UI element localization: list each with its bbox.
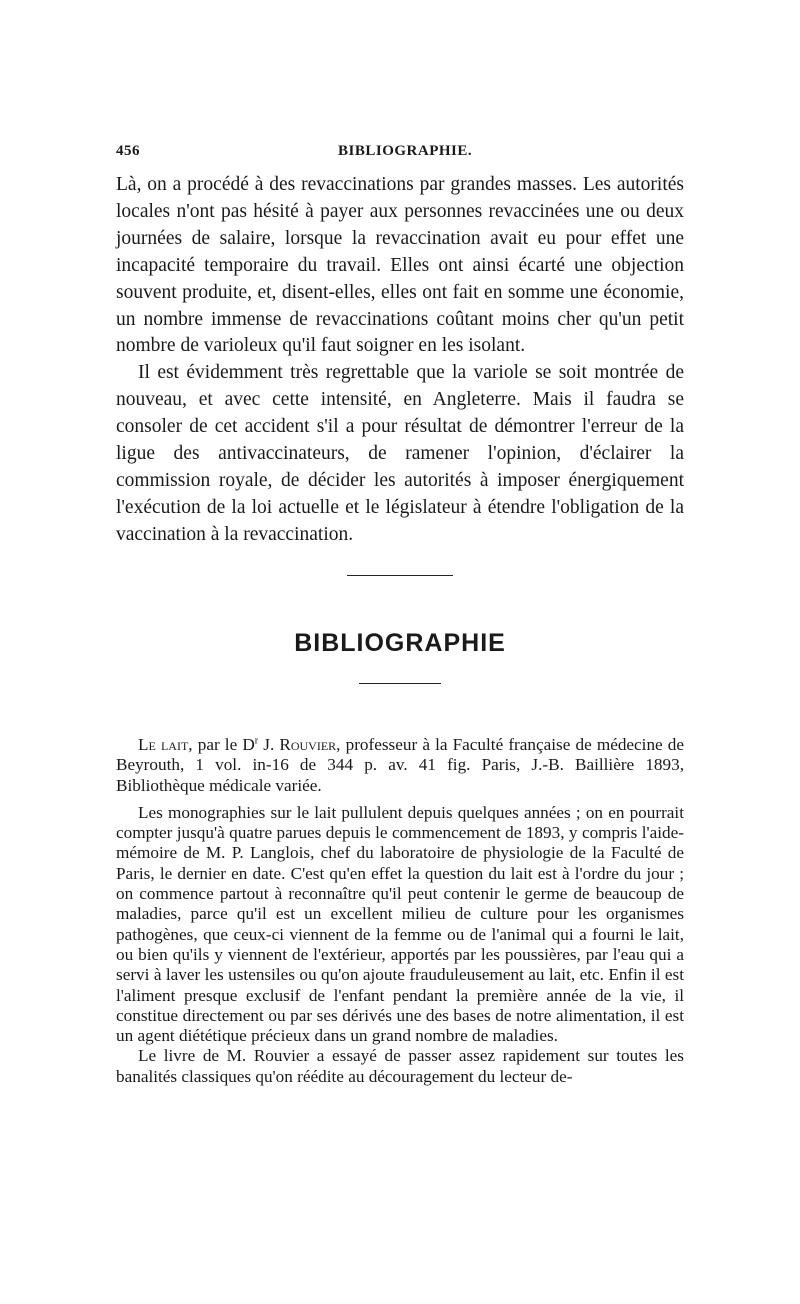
author-name: J. Rouvier — [263, 735, 337, 754]
citation-details: , professeur à la Faculté française de médecine de Beyrouth, 1 vol. in-16 de 344 p. av. 41 fig. Paris, J.-B. Baillière 1893, Bibliothèque médicale variée. — [116, 735, 685, 795]
review-paragraph: Les monographies sur le lait pullulent depuis quelques années ; on en pourrait compter jusqu'à quatre parues depuis le commencement de 1893, y compris l'aide-mémoire de M. P. Langlois, chef du laboratoire de physiologie de la Faculté de Paris, le dernier en date. C'est qu'en effet la question du lait est à l'ordre du jour ; on commence partout à reconnaître qu'il peut contenir le germe de beaucoup de maladies, parce qu'il est un excellent milieu de culture pour les organismes pathogènes, que ceux-ci viennent de la femme ou de l'animal qui a fourni le lait, ou bien qu'ils y viennent de l'extérieur, apportés par les poussières, par l'eau qui a servi à laver les ustensiles ou qu'on ajoute frauduleusement au lait, etc. Enfin il est l'aliment presque exclusif de l'enfant pendant la première année de la vie, il constitue directement ou par ses dérivés une des bases de notre alimentation, il est un agent diététique précieux dans un grand nombre de maladies. — [116, 802, 684, 1046]
article-body — [116, 172, 684, 549]
body-paragraph: Là, on a procédé à des revaccinations par grandes masses. Les autorités locales n'ont pas hésité à payer aux personnes revaccinées une ou deux journées de salaire, lorsque la revaccination avait eu pour effet une incapacité temporaire du travail. Elles ont ainsi écarté une objection souvent produite, et, disent-elles, elles ont fait en somme une économie, un nombre immense de revaccinations coûtant moins cher qu'un petit nombre de varioleux qu'il faut soigner en les isolant. — [116, 174, 684, 357]
section-title: BIBLIOGRAPHIE — [294, 629, 506, 657]
page-number: 456 — [116, 143, 140, 159]
author-prefix: par le D — [197, 735, 255, 754]
running-title: BIBLIOGRAPHIE. — [338, 143, 473, 159]
section-rule-bottom — [359, 683, 441, 684]
review-citation: Le lait, par le $D^r$ J. Rouvier, professeur à la Faculté française de médecine de Beyrouth, 1 vol. in-16 de 344 p. av. 41 fig. Paris, J.-B. Baillière 1893, Bibliothèque médicale variée. — [116, 735, 685, 795]
body-paragraph: Il est évidemment très regrettable que la variole se soit montrée de nouveau, et avec cette intensité, en Angleterre. Mais il faudra se consoler de cet accident s'il a pour résultat de démontrer l'erreur de la ligue des antivaccinateurs, de ramener l'opinion, d'éclairer la commission royale, de décider les autorités à imposer énergiquement l'exécution de la loi actuelle et le législateur à étendre l'obligation de la vaccination à la revaccination. — [116, 362, 684, 545]
book-title: Le lait — [138, 735, 189, 754]
section-rule-top — [347, 575, 453, 576]
book-review — [116, 735, 684, 1087]
running-header — [116, 143, 684, 165]
author-sup: r — [254, 735, 259, 747]
review-paragraph: Le livre de M. Rouvier a essayé de passer assez rapidement sur toutes les banalités classiques qu'on réédite au découragement du lecteur de- — [116, 1046, 684, 1086]
